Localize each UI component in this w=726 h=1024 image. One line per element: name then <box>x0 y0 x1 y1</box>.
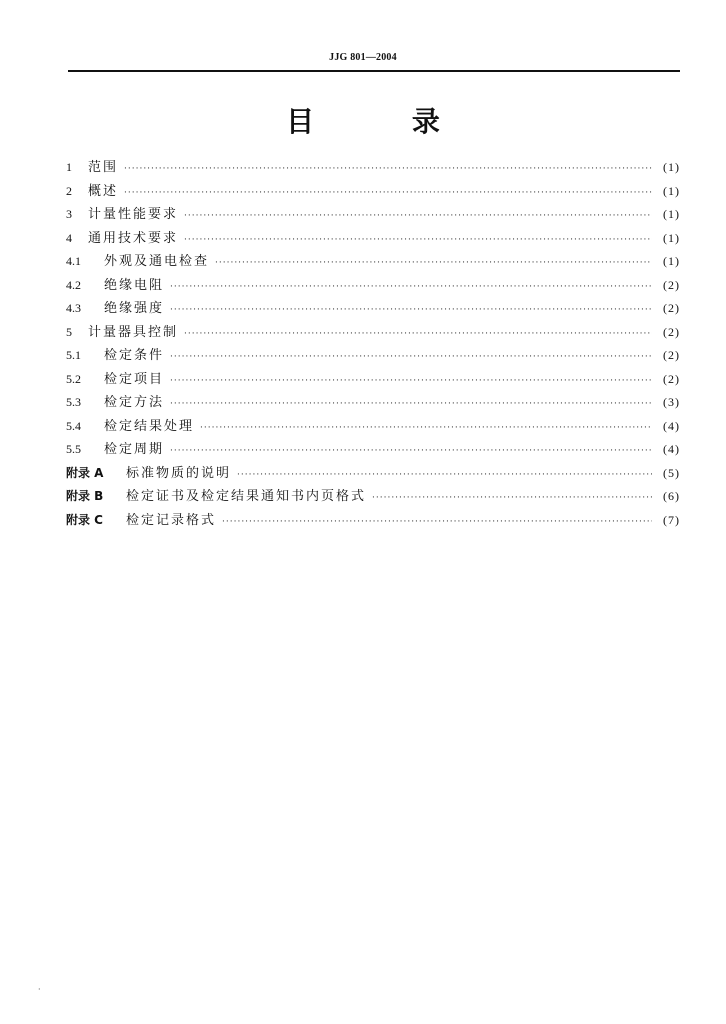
toc-label: 计量器具控制 <box>88 324 179 340</box>
toc-page-number: (7) <box>663 512 680 527</box>
toc-leader-dots <box>124 182 652 206</box>
toc-leader-dots <box>170 370 652 394</box>
toc-leader-dots <box>124 158 652 182</box>
toc-leader-dots <box>184 229 652 253</box>
toc-page-number: (4) <box>663 442 680 456</box>
toc-entry[interactable] <box>66 415 680 439</box>
toc-leader-dots <box>170 299 652 323</box>
toc-number: 2 <box>66 183 72 198</box>
toc-leader-dots <box>200 417 652 441</box>
toc-entry[interactable] <box>66 368 680 392</box>
toc-entry[interactable] <box>66 344 680 368</box>
toc-leader-dots <box>184 323 652 347</box>
toc-label: 外观及通电检查 <box>104 254 210 269</box>
toc-entry[interactable] <box>66 227 680 251</box>
toc-number: 4.2 <box>66 277 81 292</box>
toc-number: 5.4 <box>66 418 81 433</box>
toc-page-number: (3) <box>663 395 680 409</box>
toc-label: 计量性能要求 <box>88 207 179 222</box>
toc-page-number: (1) <box>663 160 680 174</box>
toc-entry[interactable] <box>66 509 680 533</box>
toc-leader-dots <box>215 252 652 276</box>
toc-number: 4 <box>66 230 72 245</box>
toc-entry[interactable] <box>66 156 680 180</box>
toc-entry[interactable] <box>66 203 680 227</box>
toc-number: 附录 B <box>66 489 104 503</box>
toc-entry[interactable] <box>66 250 680 274</box>
toc-number: 5.1 <box>66 348 81 362</box>
toc-number: 4.1 <box>66 254 81 268</box>
header-rule <box>68 70 680 72</box>
toc-page-number: (1) <box>663 207 680 221</box>
toc-number: 1 <box>66 160 72 174</box>
toc-page-number: (1) <box>663 254 680 268</box>
toc-number: 3 <box>66 207 72 221</box>
toc-number: 5 <box>66 324 72 339</box>
toc-label: 检定方法 <box>104 395 165 410</box>
toc-entry[interactable] <box>66 485 680 509</box>
toc-label: 检定项目 <box>104 371 165 387</box>
toc-entry[interactable] <box>66 274 680 298</box>
toc-page-number: (2) <box>663 301 680 315</box>
toc-leader-dots <box>170 276 652 300</box>
toc-label: 检定结果处理 <box>104 418 195 434</box>
page-title: 目 录 <box>286 105 484 138</box>
toc-leader-dots <box>170 346 652 370</box>
toc-label: 检定记录格式 <box>126 512 217 528</box>
table-of-contents <box>66 156 680 532</box>
toc-leader-dots <box>372 487 652 511</box>
toc-page-number: (2) <box>663 348 680 362</box>
toc-leader-dots <box>184 205 652 229</box>
toc-page-number: (5) <box>663 465 680 480</box>
toc-page-number: (2) <box>663 277 680 292</box>
toc-entry[interactable] <box>66 438 680 462</box>
scan-speck: · <box>38 985 41 994</box>
toc-label: 概述 <box>88 183 119 199</box>
toc-page-number: (4) <box>663 418 680 433</box>
toc-page-number: (2) <box>663 324 680 339</box>
toc-label: 绝缘强度 <box>104 301 165 316</box>
toc-leader-dots <box>170 393 652 417</box>
toc-leader-dots <box>170 440 652 464</box>
toc-label: 检定周期 <box>104 442 165 457</box>
toc-leader-dots <box>237 464 652 488</box>
toc-page-number: (6) <box>663 489 680 503</box>
toc-page-number: (2) <box>663 371 680 386</box>
toc-entry[interactable] <box>66 462 680 486</box>
toc-number: 附录 A <box>66 465 104 480</box>
toc-label: 标准物质的说明 <box>126 465 232 481</box>
toc-number: 4.3 <box>66 301 81 315</box>
toc-page-number: (1) <box>663 183 680 198</box>
toc-number: 5.2 <box>66 371 81 386</box>
toc-entry[interactable] <box>66 391 680 415</box>
toc-entry[interactable] <box>66 180 680 204</box>
toc-entry[interactable] <box>66 297 680 321</box>
toc-number: 附录 C <box>66 512 103 527</box>
toc-label: 检定证书及检定结果通知书内页格式 <box>126 489 367 504</box>
toc-entry[interactable] <box>66 321 680 345</box>
toc-label: 绝缘电阻 <box>104 277 165 293</box>
toc-label: 范围 <box>88 160 119 175</box>
toc-label: 通用技术要求 <box>88 230 179 246</box>
document-header: JJG 801—2004 <box>329 52 397 63</box>
toc-leader-dots <box>222 511 652 535</box>
toc-number: 5.3 <box>66 395 81 409</box>
toc-page-number: (1) <box>663 230 680 245</box>
toc-label: 检定条件 <box>104 348 165 363</box>
toc-number: 5.5 <box>66 442 81 456</box>
